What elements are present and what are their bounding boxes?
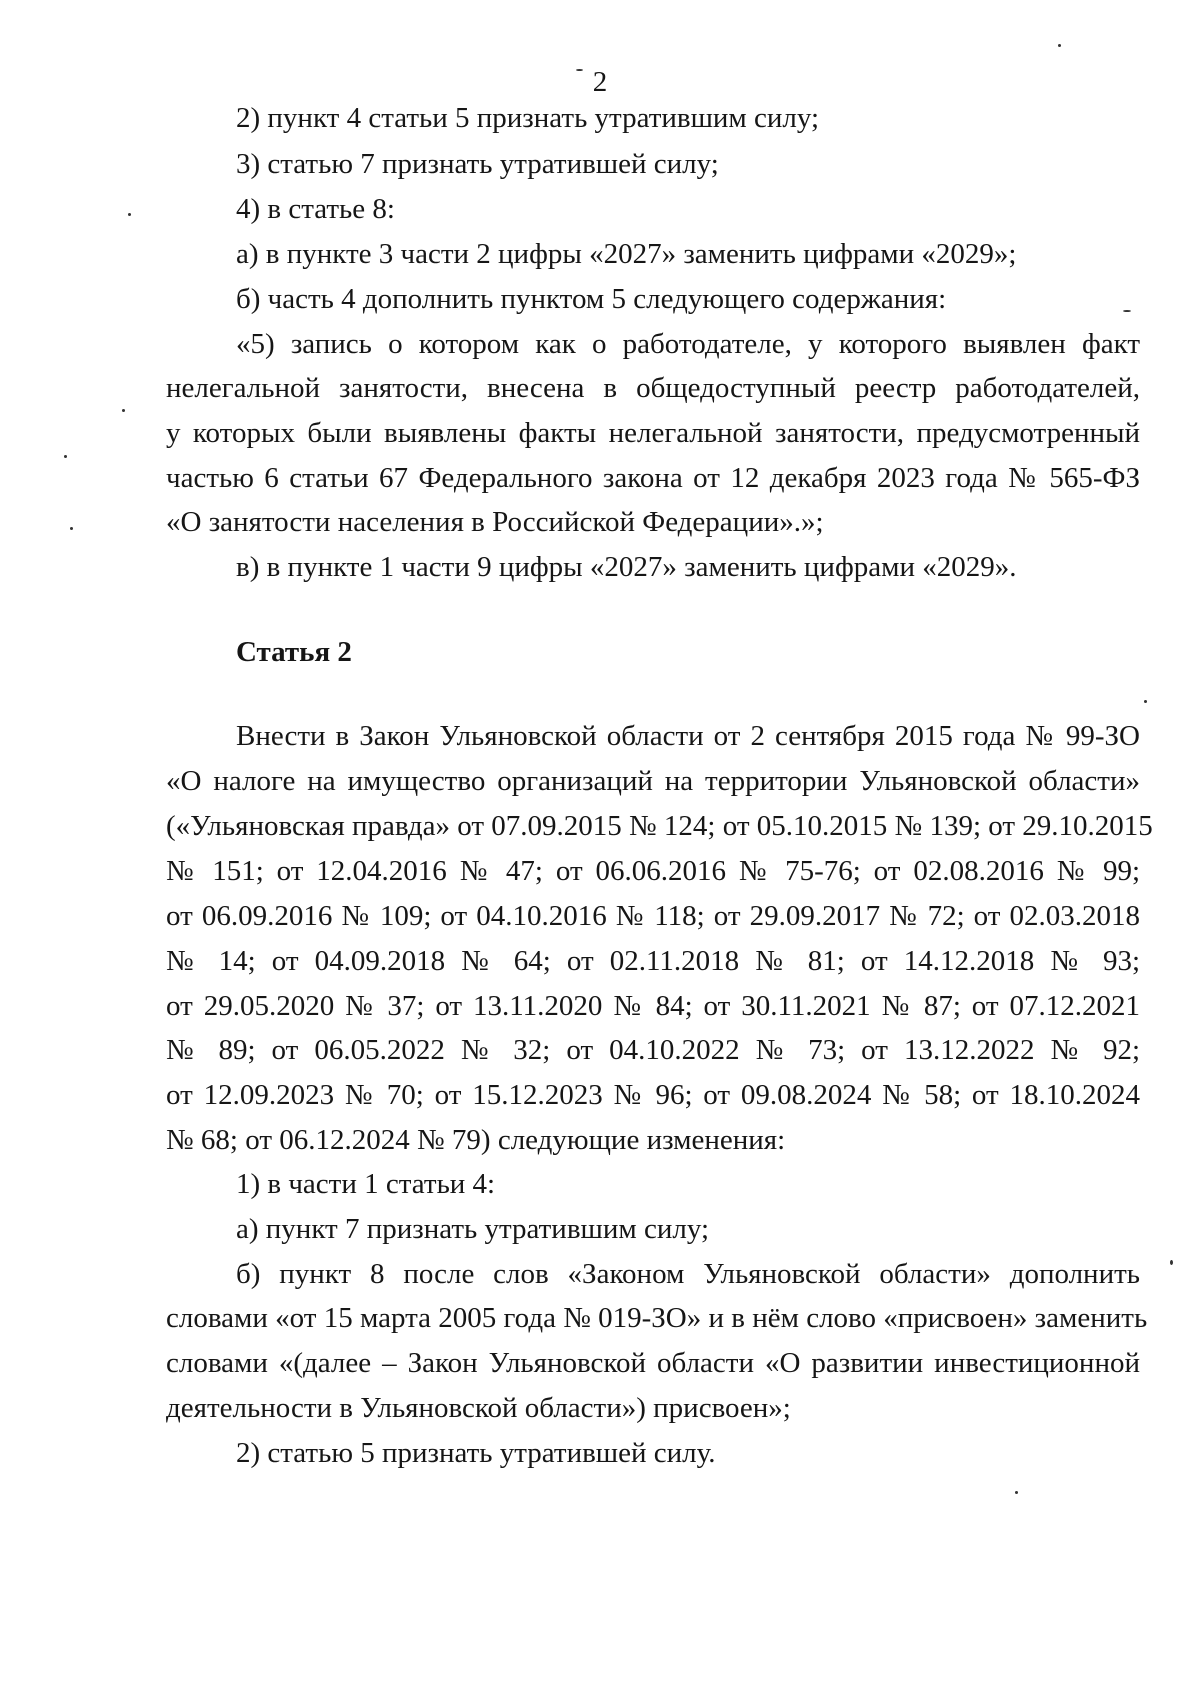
- page-number: 2: [592, 66, 608, 98]
- article-heading: Статья 2: [236, 636, 352, 668]
- scan-speck: [1015, 1491, 1018, 1494]
- text-line: частью 6 статьи 67 Федерального закона от 12 декабря 2023 года № 565-ФЗ: [166, 462, 1140, 494]
- scan-speck: [64, 455, 67, 458]
- scan-speck: [1058, 44, 1061, 47]
- text-line: 2) статью 5 признать утратившей силу.: [236, 1437, 716, 1469]
- text-line: словами «(далее – Закон Ульяновской области «О развитии инвестиционной: [166, 1347, 1140, 1379]
- text-line: 1) в части 1 статьи 4:: [236, 1168, 496, 1200]
- text-line: б) часть 4 дополнить пунктом 5 следующего содержания:: [236, 283, 947, 315]
- scan-speck: [1123, 310, 1131, 312]
- scan-speck: [576, 69, 583, 71]
- text-line: Внести в Закон Ульяновской области от 2 сентября 2015 года № 99-ЗО: [236, 720, 1140, 752]
- text-line: а) в пункте 3 части 2 цифры «2027» заменить цифрами «2029»;: [236, 238, 1017, 270]
- text-line: у которых были выявлены факты нелегальной занятости, предусмотренный: [166, 417, 1140, 449]
- text-line: № 14; от 04.09.2018 № 64; от 02.11.2018 № 81; от 14.12.2018 № 93;: [166, 945, 1140, 977]
- text-line: 3) статью 7 признать утратившей силу;: [236, 148, 719, 180]
- text-line: а) пункт 7 признать утратившим силу;: [236, 1213, 710, 1245]
- text-line: от 06.09.2016 № 109; от 04.10.2016 № 118; от 29.09.2017 № 72; от 02.03.2018: [166, 900, 1140, 932]
- text-line: «5) запись о котором как о работодателе, у которого выявлен факт: [236, 328, 1140, 360]
- text-line: от 29.05.2020 № 37; от 13.11.2020 № 84; от 30.11.2021 № 87; от 07.12.2021: [166, 990, 1140, 1022]
- text-line: б) пункт 8 после слов «Законом Ульяновской области» дополнить: [236, 1258, 1140, 1290]
- text-line: нелегальной занятости, внесена в общедоступный реестр работодателей,: [166, 372, 1140, 404]
- text-line: 4) в статье 8:: [236, 193, 395, 225]
- text-line: «О занятости населения в Российской Федерации».»;: [166, 506, 824, 538]
- text-line: № 89; от 06.05.2022 № 32; от 04.10.2022 № 73; от 13.12.2022 № 92;: [166, 1034, 1140, 1066]
- text-line: в) в пункте 1 части 9 цифры «2027» заменить цифрами «2029».: [236, 551, 1017, 583]
- text-line: 2) пункт 4 статьи 5 признать утратившим силу;: [236, 102, 820, 134]
- scan-speck: [70, 527, 73, 530]
- scan-speck: [1144, 700, 1147, 703]
- text-line: словами «от 15 марта 2005 года № 019-ЗО» и в нём слово «присвоен» заменить: [166, 1302, 1148, 1334]
- text-line: № 68; от 06.12.2024 № 79) следующие изменения:: [166, 1124, 786, 1156]
- text-line: № 151; от 12.04.2016 № 47; от 06.06.2016 № 75-76; от 02.08.2016 № 99;: [166, 855, 1140, 887]
- scan-speck: [1170, 1260, 1173, 1265]
- text-line: деятельности в Ульяновской области») присвоен»;: [166, 1392, 791, 1424]
- scan-speck: [128, 213, 131, 216]
- text-line: («Ульяновская правда» от 07.09.2015 № 124; от 05.10.2015 № 139; от 29.10.2015: [166, 810, 1153, 842]
- text-line: «О налоге на имущество организаций на территории Ульяновской области»: [166, 765, 1140, 797]
- text-line: от 12.09.2023 № 70; от 15.12.2023 № 96; от 09.08.2024 № 58; от 18.10.2024: [166, 1079, 1140, 1111]
- scan-speck: [122, 409, 125, 412]
